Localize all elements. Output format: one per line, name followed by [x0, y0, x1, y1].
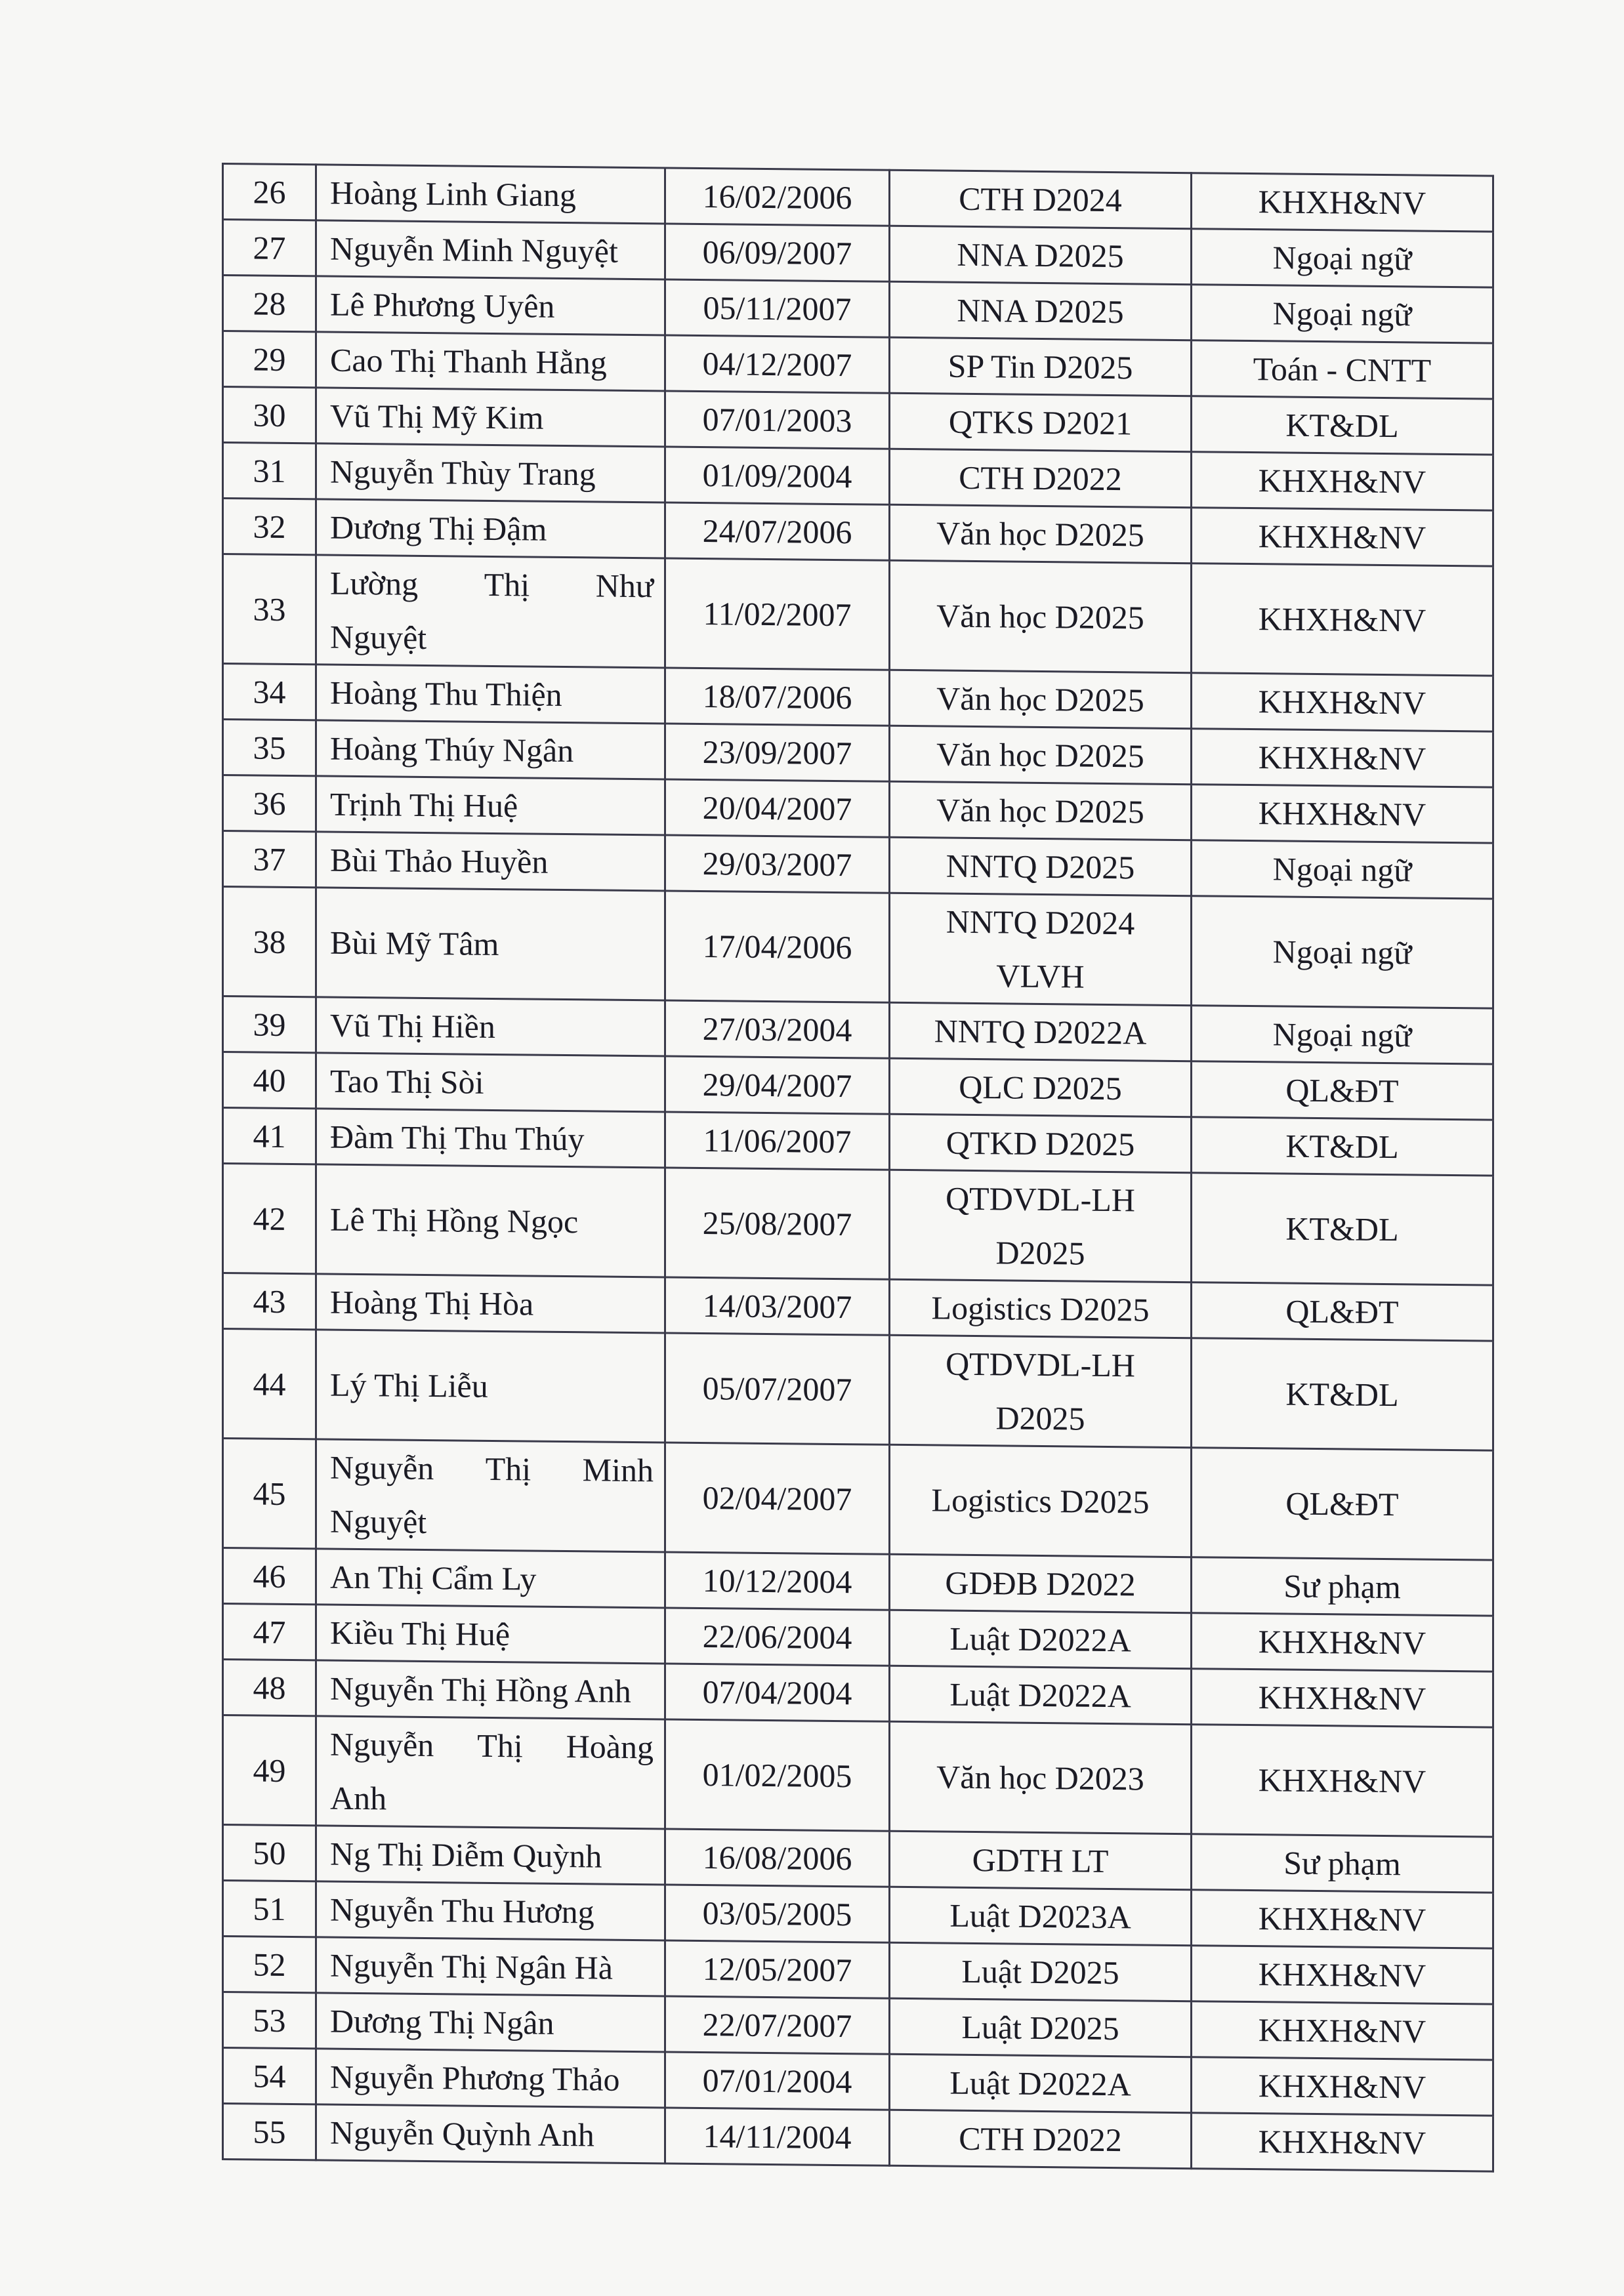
- student-name: Tao Thị Sòi: [316, 1053, 665, 1112]
- faculty: KHXH&NV: [1192, 564, 1493, 676]
- date-of-birth: 29/03/2007: [665, 835, 890, 893]
- date-of-birth: 07/01/2004: [665, 2052, 890, 2110]
- date-of-birth: 14/03/2007: [665, 1277, 890, 1335]
- class-name: GDTH LT: [890, 1831, 1192, 1889]
- faculty: KHXH&NV: [1192, 2057, 1493, 2116]
- class-name-line2: D2025: [995, 1234, 1085, 1272]
- table-row: [223, 554, 1493, 676]
- student-name: Nguyễn Quỳnh Anh: [316, 2104, 665, 2163]
- student-name: Nguyễn Phương Thảo: [316, 2049, 665, 2108]
- date-of-birth: 29/04/2007: [665, 1056, 890, 1114]
- faculty: KHXH&NV: [1192, 1669, 1493, 1727]
- student-name-line2: Anh: [330, 1779, 387, 1817]
- class-name: CTH D2024: [890, 170, 1192, 228]
- class-name: QTKS D2021: [890, 393, 1192, 451]
- student-name: Lê Phương Uyên: [316, 276, 665, 335]
- date-of-birth: 17/04/2006: [665, 891, 890, 1002]
- date-of-birth: 24/07/2006: [665, 502, 890, 560]
- class-name: NNTQ D2022A: [890, 1002, 1192, 1061]
- class-name-line1: NNTQ D2024: [946, 903, 1135, 942]
- faculty: QL&ĐT: [1192, 1282, 1493, 1341]
- student-name: [316, 1439, 665, 1552]
- date-of-birth: 01/09/2004: [665, 447, 890, 504]
- student-name: Ng Thị Diễm Quỳnh: [316, 1826, 665, 1885]
- class-name: Văn học D2025: [890, 670, 1192, 728]
- row-number: 44: [223, 1329, 316, 1439]
- student-name-line2: Nguyệt: [330, 1502, 427, 1540]
- faculty: KHXH&NV: [1192, 785, 1493, 843]
- student-table-body: [223, 164, 1493, 2172]
- date-of-birth: 27/03/2004: [665, 1000, 890, 1058]
- student-name: [316, 1716, 665, 1829]
- student-name: Bùi Mỹ Tâm: [316, 888, 665, 1000]
- student-name-word: Hoàng: [566, 1728, 654, 1766]
- student-name: Trịnh Thị Huệ: [316, 776, 665, 835]
- student-name-word: Thị: [477, 1727, 523, 1765]
- faculty: KT&DL: [1192, 396, 1493, 455]
- student-name: Lê Thị Hồng Ngọc: [316, 1164, 665, 1277]
- student-name: Nguyễn Minh Nguyệt: [316, 220, 665, 279]
- date-of-birth: 07/04/2004: [665, 1664, 890, 1721]
- class-name: Luật D2022A: [890, 1610, 1192, 1668]
- table-row: [223, 1439, 1493, 1561]
- student-name-word: Nguyễn: [330, 1448, 434, 1487]
- row-number: 33: [223, 554, 316, 665]
- faculty: KHXH&NV: [1192, 2113, 1493, 2171]
- row-number: 50: [223, 1825, 316, 1881]
- row-number: 46: [223, 1548, 316, 1605]
- table-row: [223, 1329, 1493, 1451]
- student-table: [222, 163, 1494, 2173]
- class-name: Luật D2022A: [890, 1666, 1192, 1724]
- row-number: 45: [223, 1439, 316, 1549]
- row-number: 37: [223, 831, 316, 888]
- faculty: KT&DL: [1192, 1338, 1493, 1450]
- class-name-line1: QTDVDL-LH: [946, 1179, 1135, 1219]
- row-number: 35: [223, 720, 316, 776]
- student-name: Nguyễn Thu Hương: [316, 1881, 665, 1940]
- row-number: 30: [223, 387, 316, 443]
- student-name: Kiều Thị Huệ: [316, 1605, 665, 1664]
- student-name: Đàm Thị Thu Thúy: [316, 1109, 665, 1168]
- row-number: 27: [223, 220, 316, 276]
- student-name-word: Thị: [485, 1450, 531, 1488]
- date-of-birth: 05/07/2007: [665, 1333, 890, 1445]
- faculty: KHXH&NV: [1192, 729, 1493, 787]
- row-number: 53: [223, 1992, 316, 2049]
- faculty: QL&ĐT: [1192, 1448, 1493, 1560]
- row-number: 47: [223, 1604, 316, 1660]
- student-name: Bùi Thảo Huyền: [316, 832, 665, 891]
- class-name: Văn học D2025: [890, 504, 1192, 563]
- faculty: Toán - CNTT: [1192, 340, 1493, 399]
- class-name: Luật D2022A: [890, 2054, 1192, 2112]
- date-of-birth: 10/12/2004: [665, 1552, 890, 1610]
- row-number: 31: [223, 443, 316, 499]
- row-number: 41: [223, 1108, 316, 1164]
- table-row: [223, 1715, 1493, 1837]
- faculty: Ngoại ngữ: [1192, 229, 1493, 287]
- student-name: Vũ Thị Hiền: [316, 997, 665, 1056]
- table-row: [223, 887, 1493, 1009]
- faculty: Ngoại ngữ: [1192, 896, 1493, 1008]
- row-number: 43: [223, 1273, 316, 1330]
- faculty: KHXH&NV: [1192, 1890, 1493, 1948]
- student-name: Hoàng Thị Hòa: [316, 1274, 665, 1333]
- class-name: SP Tin D2025: [890, 337, 1192, 396]
- class-name: Luật D2025: [890, 1998, 1192, 2057]
- date-of-birth: 16/02/2006: [665, 168, 890, 226]
- faculty: KT&DL: [1192, 1173, 1493, 1285]
- student-name-word: Lường: [330, 564, 419, 602]
- class-name: Văn học D2025: [890, 781, 1192, 840]
- row-number: 36: [223, 775, 316, 832]
- class-name: QTKD D2025: [890, 1114, 1192, 1172]
- faculty: KHXH&NV: [1192, 2001, 1493, 2060]
- row-number: 49: [223, 1715, 316, 1826]
- student-name-line2: Nguyệt: [330, 618, 427, 656]
- date-of-birth: 11/06/2007: [665, 1112, 890, 1170]
- faculty: Ngoại ngữ: [1192, 1006, 1493, 1064]
- class-name: QLC D2025: [890, 1058, 1192, 1117]
- date-of-birth: 20/04/2007: [665, 779, 890, 837]
- faculty: Sư phạm: [1192, 1834, 1493, 1893]
- student-name: Hoàng Linh Giang: [316, 165, 665, 224]
- row-number: 52: [223, 1937, 316, 1993]
- class-name: Luật D2025: [890, 1942, 1192, 2001]
- class-name: Luật D2023A: [890, 1887, 1192, 1945]
- class-name-line2: VLVH: [996, 957, 1085, 995]
- class-name-line2: D2025: [995, 1399, 1085, 1437]
- date-of-birth: 11/02/2007: [665, 558, 890, 670]
- faculty: KHXH&NV: [1192, 508, 1493, 566]
- date-of-birth: 18/07/2006: [665, 668, 890, 726]
- class-name: Logistics D2025: [890, 1279, 1192, 1338]
- faculty: KHXH&NV: [1192, 452, 1493, 510]
- row-number: 48: [223, 1660, 316, 1716]
- row-number: 29: [223, 331, 316, 388]
- student-name: An Thị Cẩm Ly: [316, 1549, 665, 1608]
- class-name: Logistics D2025: [890, 1445, 1192, 1557]
- date-of-birth: 22/07/2007: [665, 1996, 890, 2054]
- row-number: 40: [223, 1052, 316, 1109]
- faculty: Sư phạm: [1192, 1557, 1493, 1616]
- row-number: 54: [223, 2048, 316, 2104]
- class-name: CTH D2022: [890, 2110, 1192, 2168]
- class-name: GDĐB D2022: [890, 1554, 1192, 1612]
- date-of-birth: 25/08/2007: [665, 1168, 890, 1279]
- student-name: Hoàng Thúy Ngân: [316, 720, 665, 779]
- date-of-birth: 22/06/2004: [665, 1608, 890, 1666]
- date-of-birth: 12/05/2007: [665, 1940, 890, 1998]
- student-name-word: Như: [595, 567, 654, 605]
- class-name: NNTQ D2025: [890, 837, 1192, 895]
- row-number: 39: [223, 996, 316, 1053]
- faculty: KHXH&NV: [1192, 1725, 1493, 1837]
- date-of-birth: 04/12/2007: [665, 335, 890, 393]
- row-number: 51: [223, 1881, 316, 1937]
- date-of-birth: 03/05/2005: [665, 1885, 890, 1942]
- class-name: [890, 1170, 1192, 1282]
- faculty: KT&DL: [1192, 1117, 1493, 1176]
- student-name: Dương Thị Ngân: [316, 1993, 665, 2052]
- class-name: Văn học D2023: [890, 1721, 1192, 1834]
- student-name: Nguyễn Thị Ngân Hà: [316, 1937, 665, 1996]
- class-name-line1: QTDVDL-LH: [946, 1345, 1135, 1384]
- student-name-word: Thị: [484, 565, 530, 604]
- faculty: Ngoại ngữ: [1192, 840, 1493, 899]
- faculty: KHXH&NV: [1192, 1613, 1493, 1671]
- student-name-word: Nguyễn: [330, 1725, 434, 1764]
- class-name: NNA D2025: [890, 281, 1192, 340]
- date-of-birth: 07/01/2003: [665, 391, 890, 449]
- student-name: Nguyễn Thị Hồng Anh: [316, 1660, 665, 1719]
- student-name: Nguyễn Thùy Trang: [316, 443, 665, 502]
- faculty: KHXH&NV: [1192, 1946, 1493, 2004]
- row-number: 32: [223, 499, 316, 555]
- date-of-birth: 06/09/2007: [665, 224, 890, 281]
- class-name: [890, 1335, 1192, 1447]
- date-of-birth: 01/02/2005: [665, 1719, 890, 1831]
- date-of-birth: 05/11/2007: [665, 279, 890, 337]
- date-of-birth: 16/08/2006: [665, 1829, 890, 1887]
- row-number: 34: [223, 664, 316, 720]
- student-name: Dương Thị Đậm: [316, 499, 665, 558]
- date-of-birth: 14/11/2004: [665, 2108, 890, 2165]
- student-name: Lý Thị Liễu: [316, 1330, 665, 1443]
- date-of-birth: 23/09/2007: [665, 724, 890, 781]
- student-name: [316, 555, 665, 668]
- faculty: Ngoại ngữ: [1192, 285, 1493, 343]
- faculty: KHXH&NV: [1192, 673, 1493, 731]
- row-number: 42: [223, 1164, 316, 1274]
- date-of-birth: 02/04/2007: [665, 1443, 890, 1554]
- row-number: 55: [223, 2104, 316, 2160]
- student-name: Hoàng Thu Thiện: [316, 665, 665, 724]
- class-name: NNA D2025: [890, 226, 1192, 284]
- row-number: 38: [223, 887, 316, 997]
- faculty: KHXH&NV: [1192, 173, 1493, 232]
- row-number: 28: [223, 276, 316, 332]
- faculty: QL&ĐT: [1192, 1061, 1493, 1120]
- row-number: 26: [223, 164, 316, 220]
- table-row: [223, 2104, 1493, 2172]
- class-name: Văn học D2025: [890, 560, 1192, 672]
- class-name: [890, 893, 1192, 1005]
- student-name: Vũ Thị Mỹ Kim: [316, 388, 665, 447]
- class-name: CTH D2022: [890, 449, 1192, 507]
- table-row: [223, 1164, 1493, 1286]
- student-name: Cao Thị Thanh Hằng: [316, 332, 665, 391]
- student-name-word: Minh: [582, 1451, 654, 1489]
- class-name: Văn học D2025: [890, 726, 1192, 784]
